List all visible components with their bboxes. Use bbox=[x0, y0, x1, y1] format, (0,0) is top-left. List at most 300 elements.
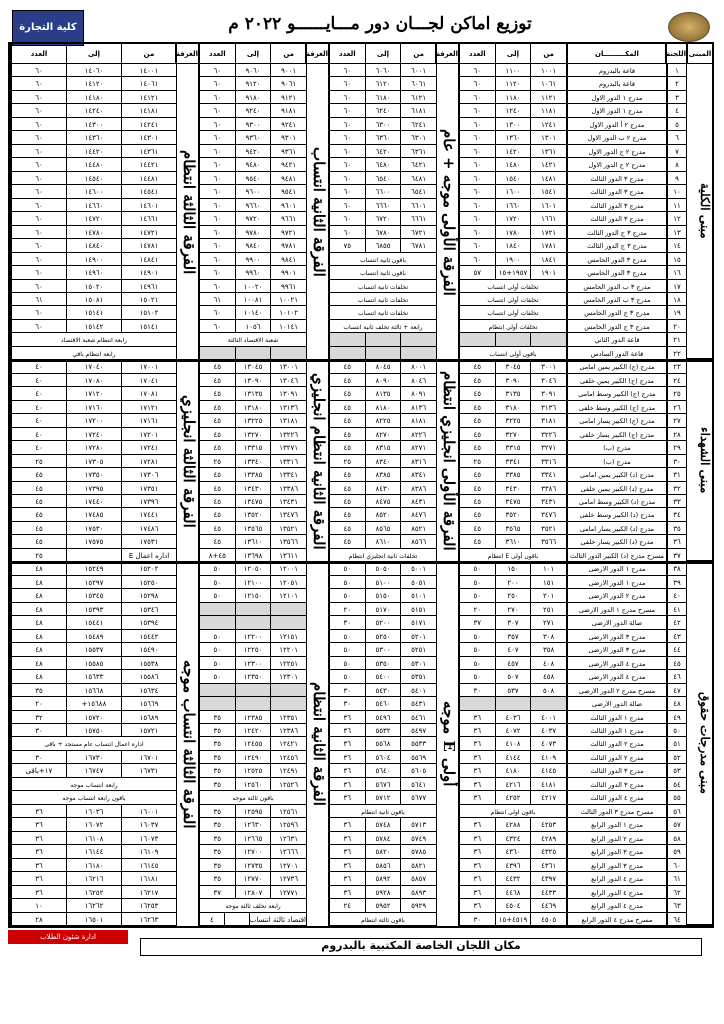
location-name: مدرج ٣ الدور الثالث bbox=[567, 199, 666, 211]
table-cell: ٦٠ bbox=[459, 91, 495, 103]
table-row bbox=[11, 185, 176, 198]
committee-number: ٣٣ bbox=[667, 495, 686, 507]
column-loc bbox=[566, 44, 666, 926]
table-cell: ٨٥٢١ bbox=[400, 522, 436, 534]
table-row bbox=[199, 306, 306, 319]
table-cell: ١١٠٠ bbox=[495, 64, 531, 76]
committee-number: ١٨ bbox=[667, 293, 686, 305]
column-bb bbox=[306, 44, 328, 926]
table-cell: ١٥١٠٢ bbox=[121, 306, 176, 318]
table-cell: ٦٨٥٥ bbox=[365, 239, 401, 251]
table-row bbox=[567, 374, 666, 387]
red-note: ادارة شئون الطلاب bbox=[8, 930, 128, 944]
table-row bbox=[667, 414, 686, 427]
table-cell: ١٥٤٤٢ bbox=[121, 630, 176, 642]
table-cell: ٦٧٨١ bbox=[400, 239, 436, 251]
table-row bbox=[199, 913, 306, 926]
committee-number: ٥٦ bbox=[667, 805, 686, 817]
table-cell: ٣٤٧٦ bbox=[530, 508, 566, 520]
table-row bbox=[459, 576, 566, 589]
table-cell: ٤٨ bbox=[11, 670, 66, 682]
table-row bbox=[199, 428, 306, 441]
table-row bbox=[667, 77, 686, 90]
section-banner: الفرقة الثانية انتظام انجليزي bbox=[310, 373, 328, 550]
table-row bbox=[329, 670, 436, 683]
table-cell: ١٣٠٠١ bbox=[270, 360, 306, 372]
table-row bbox=[199, 226, 306, 239]
table-cell: ٤٥ bbox=[11, 495, 66, 507]
table-cell: ٩٣٠٠ bbox=[235, 118, 271, 130]
table-row bbox=[459, 333, 566, 346]
table-cell: ١٤١٢٠ bbox=[66, 77, 121, 89]
table-cell: ٨٤٧٥ bbox=[365, 495, 401, 507]
footer-note: مكان اللجان الخاصة المكتبية بالبدروم bbox=[140, 938, 702, 956]
table-row bbox=[199, 845, 306, 858]
table-cell: ٩٧٨٠ bbox=[235, 226, 271, 238]
table-cell: ١٣١٣٥ bbox=[235, 387, 271, 399]
table-row bbox=[11, 414, 176, 427]
table-cell: ١٥٥٨٦ bbox=[121, 670, 176, 682]
table-row bbox=[329, 199, 436, 212]
table-cell: ١٢٤٩١ bbox=[270, 764, 306, 776]
table-row bbox=[199, 482, 306, 495]
table-cell: ٦٤٢١ bbox=[400, 158, 436, 170]
table-row bbox=[459, 118, 566, 131]
location-name: مدرج (د) الكبير وسط خلفى bbox=[567, 508, 666, 520]
table-cell: ٦٠ bbox=[11, 131, 66, 143]
table-cell: ١٤٤٢١ bbox=[121, 158, 176, 170]
table-cell: ١٧٤٤١ bbox=[121, 508, 176, 520]
table-row bbox=[11, 131, 176, 144]
table-cell: ٦١ bbox=[199, 293, 235, 305]
table-cell: ٤٥ bbox=[199, 414, 235, 426]
column-b bbox=[328, 44, 436, 926]
table-row bbox=[11, 751, 176, 764]
table-cell: ٣٢٧٠ bbox=[495, 428, 531, 440]
table-cell: ٢٥٠ bbox=[495, 589, 531, 601]
table-cell: ١٥٠٢١ bbox=[121, 293, 176, 305]
table-cell: ٣٦ bbox=[329, 711, 365, 723]
table-cell bbox=[235, 684, 271, 696]
table-cell: ٩٧٢٠ bbox=[235, 212, 271, 224]
table-cell: ٥٧٨٥ bbox=[400, 845, 436, 857]
table-row bbox=[329, 643, 436, 656]
table-cell: ٤٥ bbox=[329, 508, 365, 520]
table-row bbox=[667, 360, 686, 373]
table-cell: ٥٠ bbox=[459, 589, 495, 601]
table-row bbox=[199, 441, 306, 454]
table-row bbox=[459, 131, 566, 144]
committee-number: ١٤ bbox=[667, 239, 686, 251]
table-row bbox=[199, 535, 306, 548]
committee-number: ٣٠ bbox=[667, 455, 686, 467]
table-cell: ٤٥ bbox=[329, 495, 365, 507]
table-cell: ٣٥٧ bbox=[495, 630, 531, 642]
table-cell: ١٢٥٢٥ bbox=[235, 764, 271, 776]
table-cell: ٦٦٦١ bbox=[400, 212, 436, 224]
table-row bbox=[567, 428, 666, 441]
table-row bbox=[199, 77, 306, 90]
table-cell: ٤٠ bbox=[11, 428, 66, 440]
table-cell: ٤٣٢٤ bbox=[495, 832, 531, 844]
table-row bbox=[11, 899, 176, 912]
committee-number: ٣ bbox=[667, 91, 686, 103]
table-row bbox=[11, 913, 176, 926]
committee-number: ٨ bbox=[667, 158, 686, 170]
table-cell: ٣٥ bbox=[199, 751, 235, 763]
table-row bbox=[199, 711, 306, 724]
table-row bbox=[329, 845, 436, 858]
table-row bbox=[567, 684, 666, 697]
table-cell: ٥٠ bbox=[329, 657, 365, 669]
table-cell: تخلفات أولى انتساب bbox=[459, 306, 566, 318]
committee-number: ٦٣ bbox=[667, 899, 686, 911]
table-row bbox=[199, 562, 306, 575]
table-row bbox=[459, 684, 566, 697]
table-row bbox=[459, 737, 566, 750]
table-cell: ٣٣٤١ bbox=[530, 468, 566, 480]
table-cell: ٢٧٠ bbox=[495, 603, 531, 615]
table-row bbox=[567, 805, 666, 818]
table-row bbox=[11, 455, 176, 468]
table-row bbox=[329, 158, 436, 171]
table-cell: ٣٦ bbox=[329, 791, 365, 803]
table-row bbox=[329, 886, 436, 899]
location-name: مدرج (د) الكبير يسار خلفى bbox=[567, 535, 666, 547]
table-cell: ١٠١٤١ bbox=[270, 320, 306, 332]
table-row bbox=[667, 670, 686, 683]
location-name: مدرج (ج) الكبير وسط خلفى bbox=[567, 401, 666, 413]
location-name: مدرج ٢ ج الدور الاول bbox=[567, 158, 666, 170]
table-cell bbox=[459, 697, 495, 709]
table-row bbox=[567, 77, 666, 90]
table-row bbox=[199, 145, 306, 158]
table-row bbox=[459, 387, 566, 400]
table-row bbox=[11, 670, 176, 683]
committee-number: ٥ bbox=[667, 118, 686, 130]
table-row bbox=[329, 764, 436, 777]
table-cell: ٥٠ bbox=[459, 657, 495, 669]
table-cell: ١٣٤٣٠ bbox=[235, 482, 271, 494]
table-cell: ٦٠٦٠ bbox=[365, 64, 401, 76]
location-name: مدرج ٢ الدور الثالث bbox=[567, 751, 666, 763]
location-name: مدرج ٤ الدور الارضى bbox=[567, 670, 666, 682]
table-cell: ١٧٣٥١ bbox=[121, 482, 176, 494]
table-cell bbox=[270, 684, 306, 696]
table-cell: ٣٦ bbox=[329, 845, 365, 857]
table-row bbox=[667, 387, 686, 400]
table-row bbox=[459, 899, 566, 912]
table-cell: ٤٢٨٩ bbox=[530, 832, 566, 844]
table-row bbox=[329, 320, 436, 333]
table-row bbox=[199, 508, 306, 521]
table-row bbox=[329, 131, 436, 144]
section-banner: الفرقة الثانية انتظام bbox=[310, 682, 328, 807]
table-row bbox=[329, 791, 436, 804]
table-cell: ٨٢٧١ bbox=[400, 441, 436, 453]
table-cell: ٣٥٢١ bbox=[530, 522, 566, 534]
column-rows bbox=[199, 64, 306, 926]
table-cell: ٩٦٦١ bbox=[270, 212, 306, 224]
table-row bbox=[329, 239, 436, 252]
table-cell: ٦٠ bbox=[459, 226, 495, 238]
table-row bbox=[329, 360, 436, 373]
table-row bbox=[459, 360, 566, 373]
table-row bbox=[329, 91, 436, 104]
table-cell: ٤٥ bbox=[329, 387, 365, 399]
table-cell: ١٤٠٦١ bbox=[121, 77, 176, 89]
table-row bbox=[667, 441, 686, 454]
table-row bbox=[199, 64, 306, 77]
table-cell: ٤٠ bbox=[11, 414, 66, 426]
table-cell: ٥٨٥٧ bbox=[400, 872, 436, 884]
table-cell: ٤٠٠١ bbox=[530, 711, 566, 723]
table-cell: ٣٠ bbox=[11, 724, 66, 736]
table-row bbox=[567, 549, 666, 562]
table-cell: ١٤٩٦١ bbox=[121, 280, 176, 292]
table-row bbox=[459, 522, 566, 535]
table-cell: ١٦٧٣١ bbox=[121, 764, 176, 776]
committee-number: ٢ bbox=[667, 77, 686, 89]
table-cell: ٣٦ bbox=[459, 899, 495, 911]
table-row bbox=[459, 401, 566, 414]
table-cell: ١٢٥٢٦ bbox=[270, 778, 306, 790]
table-cell: ٥٠٧ bbox=[495, 670, 531, 682]
table-row bbox=[199, 549, 306, 562]
table-cell: شعبة الاقتصاد الثالثة bbox=[199, 333, 306, 345]
table-cell: ٧٥ bbox=[329, 239, 365, 251]
table-row bbox=[11, 468, 176, 481]
table-row bbox=[459, 253, 566, 266]
table-cell: ٥٤٠٠ bbox=[365, 670, 401, 682]
table-cell: ٣٠ bbox=[459, 913, 495, 925]
column-rows bbox=[307, 64, 328, 926]
table-cell: ٥٠ bbox=[459, 670, 495, 682]
table-cell: ٤٥٠٥ bbox=[530, 913, 566, 925]
table-cell: ٥٤٦٠ bbox=[365, 697, 401, 709]
table-cell: ١٧٥٣١ bbox=[121, 535, 176, 547]
table-row bbox=[199, 670, 306, 683]
table-cell: ٩٥٤٠ bbox=[235, 172, 271, 184]
table-cell: ٦١٨١ bbox=[400, 104, 436, 116]
table-cell: ٦٠ bbox=[459, 253, 495, 265]
table-cell: ٥٢٥١ bbox=[400, 643, 436, 655]
committee-number: ٣٦ bbox=[667, 535, 686, 547]
table-row bbox=[667, 886, 686, 899]
table-cell: ٥٦٠٤ bbox=[365, 751, 401, 763]
table-cell: ١٤٩٠١ bbox=[121, 266, 176, 278]
table-cell: ٦٠ bbox=[11, 239, 66, 251]
column-rows bbox=[667, 64, 686, 926]
table-cell: ٣٦ bbox=[459, 791, 495, 803]
table-row bbox=[329, 657, 436, 670]
table-cell: ٦٠ bbox=[199, 320, 235, 332]
table-cell: ٥٠ bbox=[459, 630, 495, 642]
table-row bbox=[667, 306, 686, 319]
table-cell: ٢٥ bbox=[199, 455, 235, 467]
table-cell: ٤٥٨ bbox=[530, 670, 566, 682]
table-cell: ٤٠ bbox=[11, 374, 66, 386]
table-row bbox=[11, 549, 176, 562]
committee-number: ١ bbox=[667, 64, 686, 76]
table-cell: ٤٨ bbox=[11, 643, 66, 655]
table-cell: ٣٦ bbox=[11, 818, 66, 830]
table-row bbox=[567, 333, 666, 346]
table-row bbox=[459, 306, 566, 319]
table-cell: ٩٧٨١ bbox=[270, 239, 306, 251]
section-divider bbox=[10, 561, 712, 564]
table-row bbox=[11, 401, 176, 414]
table-cell: ٥٩٢٨ bbox=[365, 886, 401, 898]
table-row bbox=[199, 778, 306, 791]
table-cell: ٣٦ bbox=[459, 872, 495, 884]
table-row bbox=[667, 630, 686, 643]
table-cell: ٤٥ bbox=[199, 495, 235, 507]
table-cell: ٦٠ bbox=[11, 320, 66, 332]
location-name: مدرج ٣ الدور الرابع bbox=[567, 859, 666, 871]
table-cell: ١٧٤٤٠ bbox=[66, 495, 121, 507]
table-row bbox=[459, 657, 566, 670]
table-cell: ٣٦ bbox=[459, 832, 495, 844]
table-row bbox=[567, 199, 666, 212]
table-cell: ١٧٠٨٠ bbox=[66, 374, 121, 386]
table-cell: ١٢٣٥١ bbox=[270, 711, 306, 723]
table-cell: ٩٩٠١ bbox=[270, 266, 306, 278]
table-row bbox=[11, 91, 176, 104]
table-cell: ٣٦ bbox=[11, 805, 66, 817]
table-row bbox=[567, 724, 666, 737]
table-cell: ٤٥ bbox=[459, 535, 495, 547]
table-cell: ١٢٠٠١ bbox=[270, 562, 306, 574]
table-cell: ٤١٠٩ bbox=[530, 751, 566, 763]
table-row bbox=[329, 104, 436, 117]
table-cell: ١٧٣٠٦ bbox=[121, 468, 176, 480]
table-row bbox=[329, 280, 436, 293]
table-row bbox=[199, 657, 306, 670]
table-cell: ٦٠٠١ bbox=[400, 64, 436, 76]
table-cell: ١٣٢٧٠ bbox=[235, 428, 271, 440]
table-cell: ٥١٧١ bbox=[400, 616, 436, 628]
table-cell: ٣٠ bbox=[329, 684, 365, 696]
table-row bbox=[329, 818, 436, 831]
table-cell: ١٦٦٠ bbox=[495, 199, 531, 211]
table-cell: ١٥٣٤٦ bbox=[121, 603, 176, 615]
table-cell: ٣٥ bbox=[199, 737, 235, 749]
table-cell: تخلفات أولى انتظام bbox=[459, 320, 566, 332]
table-row bbox=[199, 872, 306, 885]
university-seal-icon bbox=[668, 12, 710, 42]
subheader-to: إلى bbox=[66, 44, 121, 63]
table-cell bbox=[66, 549, 121, 561]
table-row bbox=[11, 77, 176, 90]
committee-number: ٤٨ bbox=[667, 697, 686, 709]
table-row bbox=[459, 266, 566, 279]
table-cell: ١٦٢٥٢ bbox=[66, 886, 121, 898]
table-row bbox=[199, 495, 306, 508]
table-cell: تخلفات أولى انتساب bbox=[459, 293, 566, 305]
subheader-count: العدد bbox=[199, 44, 235, 63]
column-rows bbox=[459, 64, 566, 926]
table-row bbox=[667, 589, 686, 602]
table-cell: ٦٣٦٠ bbox=[365, 131, 401, 143]
table-cell: ٥٤٦١ bbox=[400, 711, 436, 723]
table-row bbox=[11, 253, 176, 266]
table-cell: ٤٥ bbox=[199, 387, 235, 399]
table-row bbox=[199, 239, 306, 252]
table-cell: ٣٦ bbox=[329, 724, 365, 736]
table-row bbox=[329, 145, 436, 158]
table-cell: ١٢٠٥١ bbox=[270, 576, 306, 588]
table-cell: ٤٥ bbox=[329, 482, 365, 494]
table-cell: ١٤٦٠١ bbox=[121, 199, 176, 211]
table-cell: ٦٧٢٠ bbox=[365, 212, 401, 224]
table-row bbox=[567, 253, 666, 266]
table-cell: ٥٠ bbox=[329, 576, 365, 588]
table-row bbox=[667, 764, 686, 777]
location-name: مدرج ٢ الدور الرابع bbox=[567, 832, 666, 844]
table-row bbox=[459, 455, 566, 468]
table-cell: ١٧٢٠١ bbox=[121, 428, 176, 440]
location-name: مدرج ١ الدور الارضى bbox=[567, 562, 666, 574]
table-cell: ١٦١٠٨ bbox=[66, 832, 121, 844]
table-cell bbox=[199, 347, 235, 359]
table-cell: رابعة انتظام شعبة الاقتصاد bbox=[11, 333, 176, 345]
table-cell: ١٠١٤٠ bbox=[235, 306, 271, 318]
table-row bbox=[459, 751, 566, 764]
table-cell: ١٥٢٩٧ bbox=[66, 576, 121, 588]
table-row bbox=[11, 764, 176, 777]
table-row bbox=[11, 535, 176, 548]
table-cell: ٤٠٨ bbox=[530, 657, 566, 669]
table-row bbox=[329, 872, 436, 885]
table-row bbox=[459, 778, 566, 791]
committee-number: ٥٥ bbox=[667, 791, 686, 803]
table-cell: ٣٦ bbox=[11, 832, 66, 844]
table-cell: باقون رابعة انتساب موجه bbox=[11, 791, 176, 803]
table-row bbox=[567, 630, 666, 643]
table-row bbox=[567, 401, 666, 414]
table-cell: ١٥٥٨٥ bbox=[66, 657, 121, 669]
table-cell: ١٥١٤٢ bbox=[66, 320, 121, 332]
table-cell: ٥٠ bbox=[459, 576, 495, 588]
table-cell: ٦٠ bbox=[329, 131, 365, 143]
table-cell: ١٦٢٦٣ bbox=[121, 913, 176, 925]
table-row bbox=[199, 684, 306, 697]
table-cell: ١١٢١ bbox=[530, 91, 566, 103]
table-row bbox=[459, 670, 566, 683]
table-row bbox=[567, 280, 666, 293]
table-row bbox=[667, 845, 686, 858]
table-cell: ٩٤٢٠ bbox=[235, 145, 271, 157]
table-row bbox=[667, 333, 686, 346]
table-cell: ٦٦٠١ bbox=[400, 199, 436, 211]
table-cell: ١٤٩٦٠ bbox=[66, 266, 121, 278]
table-row bbox=[459, 441, 566, 454]
table-cell: ٥٣٥٠ bbox=[365, 657, 401, 669]
table-cell: ٨٢٧٠ bbox=[365, 428, 401, 440]
table-cell: ٩٣٦١ bbox=[270, 145, 306, 157]
table-cell: ١٤١٨١ bbox=[121, 104, 176, 116]
table-cell: ١٢٣٨٦ bbox=[270, 724, 306, 736]
table-row bbox=[567, 751, 666, 764]
location-name: مدرج ١ الدور الرابع bbox=[567, 818, 666, 830]
table-cell: ٤٥ bbox=[459, 495, 495, 507]
table-row bbox=[459, 64, 566, 77]
table-cell: ٦٠ bbox=[11, 172, 66, 184]
column-header bbox=[11, 44, 176, 64]
table-cell: ٣٦ bbox=[329, 737, 365, 749]
table-cell: ٩٤٨١ bbox=[270, 172, 306, 184]
